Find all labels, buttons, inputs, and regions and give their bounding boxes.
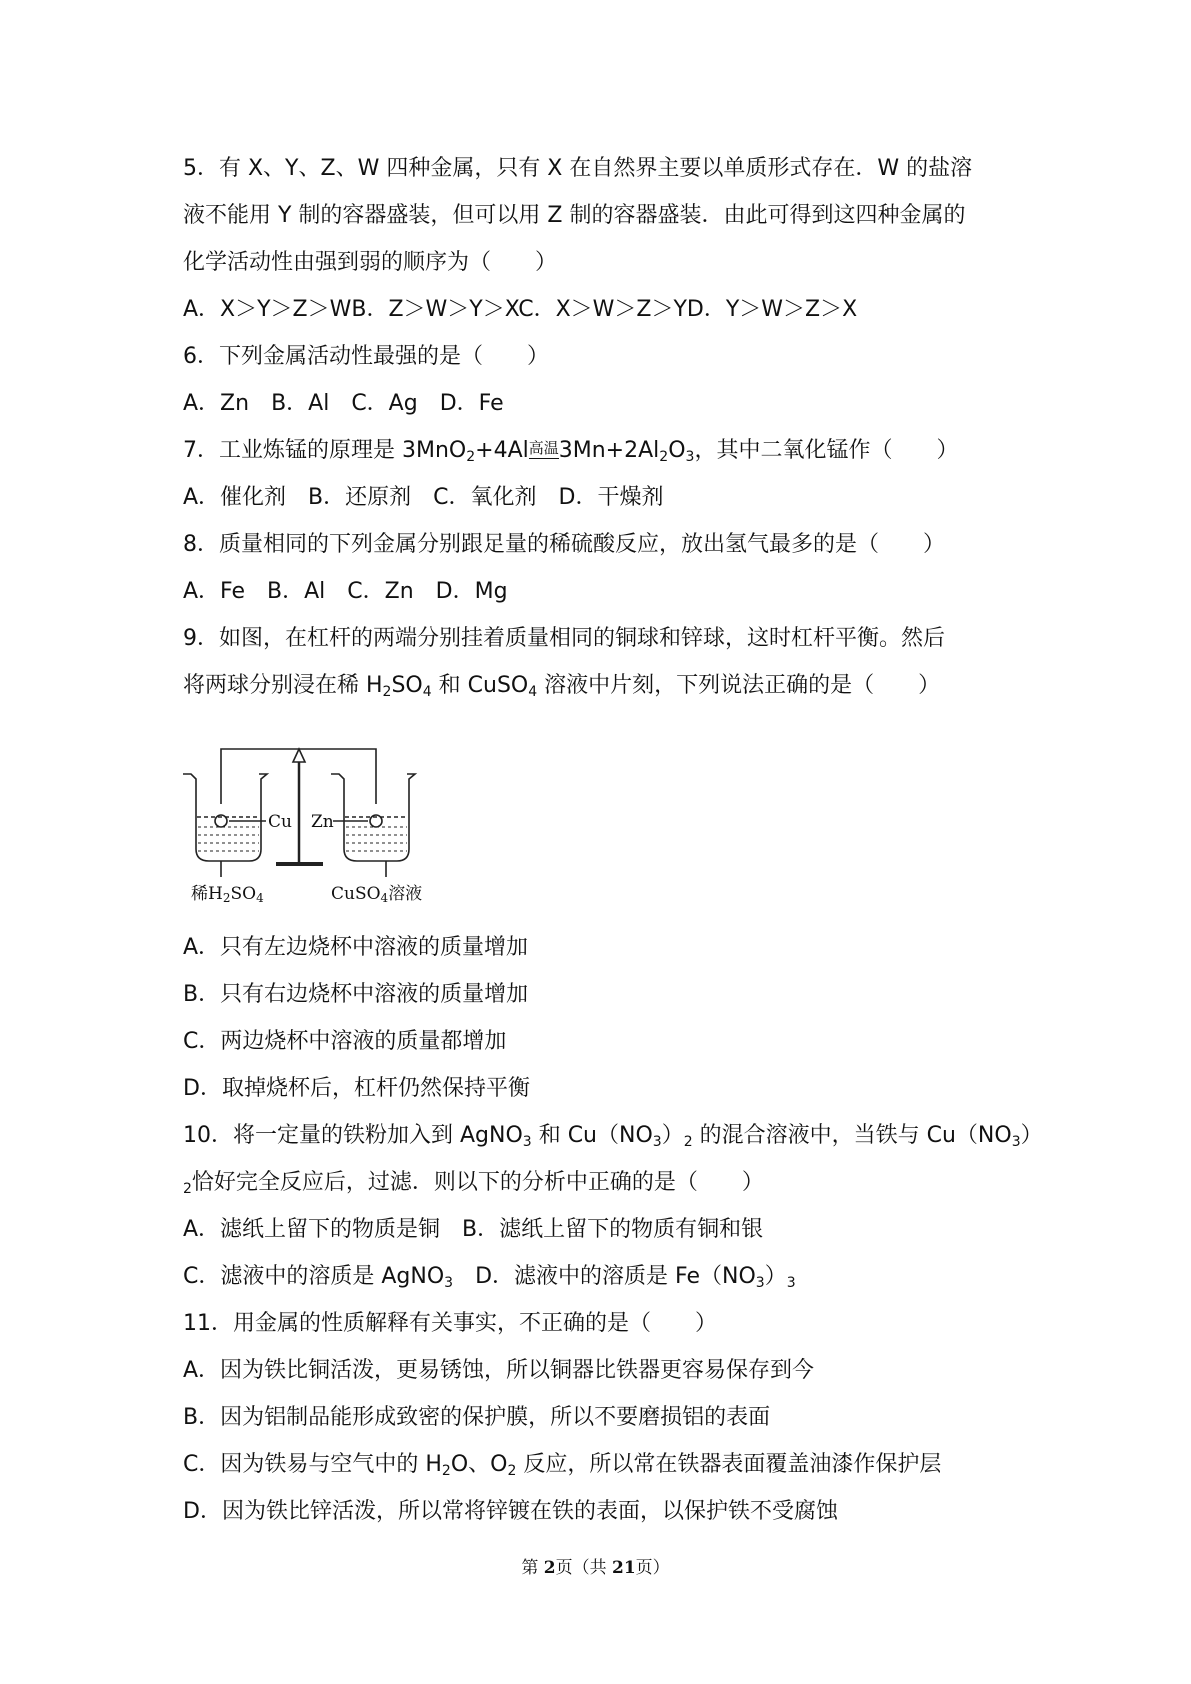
q10-opt-c: C．滤液中的溶质是 AgNO [183, 1264, 445, 1289]
page-total: 21 [611, 1558, 636, 1578]
q7-prefix: 7．工业炼锰的原理是 3MnO [183, 438, 467, 463]
q10-line1-d: 的混合溶液中，当铁与 Cu（NO [692, 1123, 1012, 1148]
q10-line2-sub: 2 [183, 1181, 192, 1197]
q9-line1: 9．如图，在杠杆的两端分别挂着质量相同的铜球和锌球，这时杠杆平衡。然后 [183, 626, 945, 651]
q9-option-a: A．只有左边烧杯中溶液的质量增加 [183, 935, 529, 960]
q9-option-d: D．取掉烧杯后，杠杆仍然保持平衡 [183, 1076, 530, 1101]
left-solution-label: 稀H2SO4 [191, 884, 264, 905]
q10-line1 [183, 1112, 1043, 1159]
q7-suffix: ，其中二氧化锰作（ ） [694, 438, 959, 463]
page-footer [0, 1553, 1191, 1578]
q7-reactant-al: +4Al [475, 438, 529, 463]
q9-line2-a: 将两球分别浸在稀 H [183, 673, 383, 698]
q7-condition: 高温 [528, 439, 559, 457]
q10-options-ab: A．滤纸上留下的物质是铜 B．滤纸上留下的物质有铜和银 [183, 1217, 764, 1242]
q10-line1-sub2: 3 [652, 1134, 662, 1150]
q10-line1-e: ） [1020, 1123, 1043, 1148]
q11-opt-c-sub2: 2 [507, 1463, 517, 1479]
q9-line2 [183, 662, 1023, 709]
q9-option-b: B．只有右边烧杯中溶液的质量增加 [183, 982, 529, 1007]
q10-line2 [183, 1159, 1023, 1206]
q7-reaction-arrow [528, 439, 559, 457]
q10-line1-b: 和 Cu（NO [531, 1123, 653, 1148]
lever-beaker-diagram [181, 709, 471, 924]
q10-line1-sub4: 3 [1011, 1134, 1021, 1150]
q8-stem: 8．质量相同的下列金属分别跟足量的稀硫酸反应，放出氢气最多的是（ ） [183, 532, 945, 557]
q10-line1-a: 10．将一定量的铁粉加入到 AgNO [183, 1123, 523, 1148]
footer-prefix: 第 [521, 1558, 544, 1578]
q10-opt-d-sub2: 3 [786, 1275, 796, 1291]
q11-option-b: B．因为铝制品能形成致密的保护膜，所以不要磨损铝的表面 [183, 1405, 771, 1430]
q9-line2-sub3: 4 [528, 684, 538, 700]
page-number: 2 [543, 1558, 556, 1578]
q11-opt-c-c: 反应，所以常在铁器表面覆盖油漆作保护层 [516, 1452, 942, 1477]
q10-line1-c: ） [661, 1123, 684, 1148]
q9-line2-b: SO [391, 673, 423, 698]
q11-stem: 11．用金属的性质解释有关事实，不正确的是（ ） [183, 1311, 717, 1336]
q11-option-d: D．因为铁比锌活泼，所以常将锌镀在铁的表面，以保护铁不受腐蚀 [183, 1499, 838, 1524]
q10-line1-sub1: 3 [522, 1134, 532, 1150]
q7-products: 3Mn+2Al [558, 438, 660, 463]
q9-line2-sub1: 2 [382, 684, 392, 700]
q6-options: A．Zn B．Al C．Ag D．Fe [183, 391, 504, 416]
q8-options: A．Fe B．Al C．Zn D．Mg [183, 579, 508, 604]
q9-line2-d: 溶液中片刻，下列说法正确的是（ ） [537, 673, 941, 698]
q11-opt-c-b: O、O [450, 1452, 508, 1477]
q9-option-c: C．两边烧杯中溶液的质量都增加 [183, 1029, 507, 1054]
question-list [183, 145, 1043, 1535]
q10-options-cd [183, 1253, 1023, 1300]
q5-options: A．X＞Y＞Z＞WB．Z＞W＞Y＞XC．X＞W＞Z＞YD．Y＞W＞Z＞X [183, 297, 858, 322]
q10-opt-d: D．滤液中的溶质是 Fe（NO [453, 1264, 756, 1289]
q5-line1: 5．有 X、Y、Z、W 四种金属，只有 X 在自然界主要以单质形式存在．W 的盐溶 [183, 156, 973, 181]
q5-line3: 化学活动性由强到弱的顺序为（ ） [183, 250, 558, 275]
lever-beaker-figure [183, 709, 1023, 924]
q9-line2-sub2: 4 [422, 684, 432, 700]
q10-line2-text: 恰好完全反应后，过滤．则以下的分析中正确的是（ ） [191, 1170, 764, 1195]
q7-sub2: 2 [659, 449, 669, 465]
footer-suffix: 页） [635, 1558, 670, 1578]
cu-label: Cu [268, 812, 292, 832]
q7-sub3: 3 [685, 449, 695, 465]
zn-label: Zn [311, 812, 334, 832]
q11-opt-c-a: C．因为铁易与空气中的 H [183, 1452, 442, 1477]
q11-option-a: A．因为铁比铜活泼，更易锈蚀，所以铜器比铁器更容易保存到今 [183, 1358, 815, 1383]
q11-option-c [183, 1441, 1023, 1488]
q6-stem: 6．下列金属活动性最强的是（ ） [183, 344, 549, 369]
q10-opt-c-sub: 3 [444, 1275, 454, 1291]
q10-line1-sub3: 2 [683, 1134, 693, 1150]
q7-o: O [668, 438, 686, 463]
footer-mid: 页（共 [555, 1558, 612, 1578]
fulcrum-triangle [293, 749, 305, 762]
q7-sub1: 2 [466, 449, 476, 465]
q7-options: A．催化剂 B．还原剂 C．氧化剂 D．干燥剂 [183, 485, 664, 510]
q7-stem [183, 427, 1023, 474]
right-solution-label: CuSO4溶液 [331, 884, 423, 905]
q11-opt-c-sub1: 2 [441, 1463, 451, 1479]
q5-line2: 液不能用 Y 制的容器盛装，但可以用 Z 制的容器盛装．由此可得到这四种金属的 [183, 203, 966, 228]
q10-opt-d-sub1: 3 [755, 1275, 765, 1291]
q10-opt-d-paren: ） [764, 1264, 787, 1289]
q9-line2-c: 和 CuSO [431, 673, 529, 698]
q7-equals-line [529, 458, 559, 459]
